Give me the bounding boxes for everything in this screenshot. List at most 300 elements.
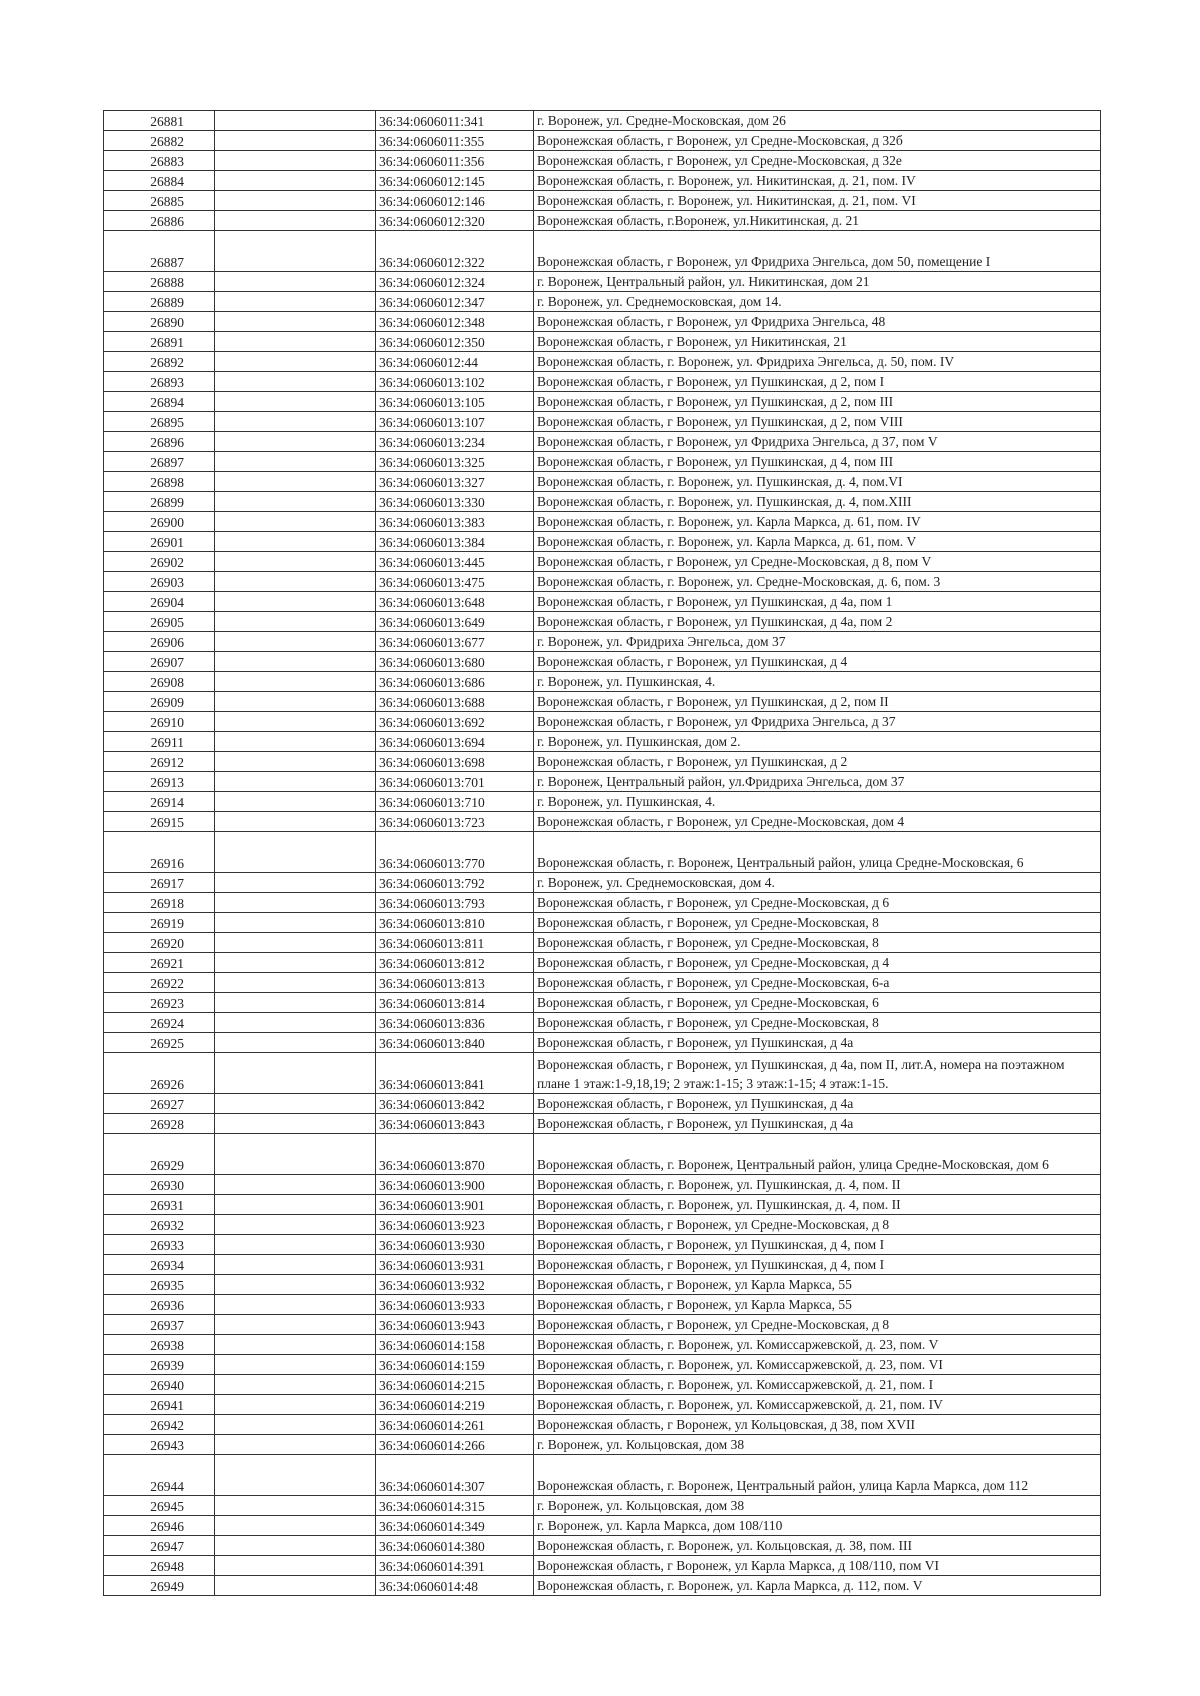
address-cell: Воронежская область, г Воронеж, ул Карла Маркса, д 108/110, пом VI xyxy=(534,1556,1101,1576)
cadastral-number-cell: 36:34:0606013:475 xyxy=(376,572,534,592)
empty-cell xyxy=(215,111,376,131)
table-row xyxy=(104,832,1101,873)
table-row xyxy=(104,973,1101,993)
row-number-cell: 26908 xyxy=(104,672,215,692)
empty-cell xyxy=(215,792,376,812)
table-row xyxy=(104,712,1101,732)
empty-cell xyxy=(215,151,376,171)
address-cell: Воронежская область, г Воронеж, ул Пушкинская, д 4а, пом II, лит.А, номера на поэтажном плане 1 этаж:1-9,18,19; 2 этаж:1-15; 3 этаж:1-15; 4 этаж:1-15. xyxy=(534,1053,1101,1094)
row-number-cell: 26943 xyxy=(104,1435,215,1455)
address-cell: Воронежская область, г Воронеж, ул Средне-Московская, д 8 xyxy=(534,1215,1101,1235)
cadastral-number-cell: 36:34:0606013:694 xyxy=(376,732,534,752)
table-row xyxy=(104,1516,1101,1536)
empty-cell xyxy=(215,332,376,352)
address-cell: г. Воронеж, ул. Фридриха Энгельса, дом 37 xyxy=(534,632,1101,652)
cadastral-number-cell: 36:34:0606012:146 xyxy=(376,191,534,211)
empty-cell xyxy=(215,692,376,712)
row-number-cell: 26933 xyxy=(104,1235,215,1255)
table-row xyxy=(104,432,1101,452)
address-cell: Воронежская область, г Воронеж, ул Пушкинская, д 4 xyxy=(534,652,1101,672)
row-number-cell: 26949 xyxy=(104,1576,215,1596)
cadastral-number-cell: 36:34:0606013:648 xyxy=(376,592,534,612)
address-cell: Воронежская область, г. Воронеж, ул. Пушкинская, д. 4, пом. II xyxy=(534,1195,1101,1215)
row-number-cell: 26909 xyxy=(104,692,215,712)
address-cell: Воронежская область, г Воронеж, ул Пушкинская, д 4, пом I xyxy=(534,1255,1101,1275)
row-number-cell: 26903 xyxy=(104,572,215,592)
table-row xyxy=(104,532,1101,552)
table-row xyxy=(104,772,1101,792)
table-row xyxy=(104,392,1101,412)
cadastral-number-cell: 36:34:0606013:102 xyxy=(376,372,534,392)
table-row xyxy=(104,512,1101,532)
cadastral-number-cell: 36:34:0606011:355 xyxy=(376,131,534,151)
empty-cell xyxy=(215,1576,376,1596)
cadastral-number-cell: 36:34:0606013:649 xyxy=(376,612,534,632)
cadastral-number-cell: 36:34:0606012:145 xyxy=(376,171,534,191)
address-cell: Воронежская область, г. Воронеж, Центральный район, улица Средне-Московская, дом 6 xyxy=(534,1134,1101,1175)
address-cell: г. Воронеж, ул. Среднемосковская, дом 14. xyxy=(534,292,1101,312)
address-cell: Воронежская область, г Воронеж, ул Средне-Московская, д 32б xyxy=(534,131,1101,151)
row-number-cell: 26891 xyxy=(104,332,215,352)
cadastral-number-cell: 36:34:0606012:348 xyxy=(376,312,534,332)
cadastral-number-cell: 36:34:0606013:792 xyxy=(376,873,534,893)
empty-cell xyxy=(215,392,376,412)
row-number-cell: 26887 xyxy=(104,231,215,272)
address-cell: Воронежская область, г Воронеж, ул Средне-Московская, 8 xyxy=(534,933,1101,953)
address-cell: Воронежская область, г Воронеж, ул Фридриха Энгельса, д 37 xyxy=(534,712,1101,732)
cadastral-number-cell: 36:34:0606013:677 xyxy=(376,632,534,652)
row-number-cell: 26900 xyxy=(104,512,215,532)
row-number-cell: 26915 xyxy=(104,812,215,832)
table-row xyxy=(104,1415,1101,1435)
empty-cell xyxy=(215,1195,376,1215)
empty-cell xyxy=(215,652,376,672)
row-number-cell: 26936 xyxy=(104,1295,215,1315)
row-number-cell: 26890 xyxy=(104,312,215,332)
row-number-cell: 26935 xyxy=(104,1275,215,1295)
cadastral-number-cell: 36:34:0606014:219 xyxy=(376,1395,534,1415)
address-cell: Воронежская область, г Воронеж, ул Карла Маркса, 55 xyxy=(534,1275,1101,1295)
cadastral-number-cell: 36:34:0606013:692 xyxy=(376,712,534,732)
cadastral-number-cell: 36:34:0606013:932 xyxy=(376,1275,534,1295)
cadastral-number-cell: 36:34:0606012:322 xyxy=(376,231,534,272)
address-cell: Воронежская область, г Воронеж, ул Пушкинская, д 4а xyxy=(534,1114,1101,1134)
table-row xyxy=(104,953,1101,973)
table-row xyxy=(104,1053,1101,1094)
table-row xyxy=(104,752,1101,772)
address-cell: Воронежская область, г Воронеж, ул Средне-Московская, д 6 xyxy=(534,893,1101,913)
address-cell: Воронежская область, г. Воронеж, ул. Фридриха Энгельса, д. 50, пом. IV xyxy=(534,352,1101,372)
cadastral-number-cell: 36:34:0606014:158 xyxy=(376,1335,534,1355)
cadastral-number-cell: 36:34:0606014:159 xyxy=(376,1355,534,1375)
row-number-cell: 26928 xyxy=(104,1114,215,1134)
address-cell: Воронежская область, г Воронеж, ул Средне-Московская, д 32е xyxy=(534,151,1101,171)
row-number-cell: 26944 xyxy=(104,1455,215,1496)
row-number-cell: 26892 xyxy=(104,352,215,372)
address-cell: Воронежская область, г. Воронеж, ул. Никитинская, д. 21, пом. IV xyxy=(534,171,1101,191)
row-number-cell: 26941 xyxy=(104,1395,215,1415)
address-cell: Воронежская область, г Воронеж, ул Пушкинская, д 4, пом III xyxy=(534,452,1101,472)
row-number-cell: 26916 xyxy=(104,832,215,873)
cadastral-number-cell: 36:34:0606013:900 xyxy=(376,1175,534,1195)
table-row xyxy=(104,873,1101,893)
address-cell: Воронежская область, г Воронеж, ул Средне-Московская, дом 4 xyxy=(534,812,1101,832)
address-cell: Воронежская область, г Воронеж, ул Средне-Московская, 6 xyxy=(534,993,1101,1013)
address-cell: Воронежская область, г Воронеж, ул Пушкинская, д 2, пом III xyxy=(534,392,1101,412)
empty-cell xyxy=(215,1516,376,1536)
row-number-cell: 26947 xyxy=(104,1536,215,1556)
row-number-cell: 26889 xyxy=(104,292,215,312)
table-row xyxy=(104,1536,1101,1556)
row-number-cell: 26918 xyxy=(104,893,215,913)
address-cell: Воронежская область, г Воронеж, ул Средне-Московская, 8 xyxy=(534,913,1101,933)
table-row xyxy=(104,692,1101,712)
address-cell: г. Воронеж, ул. Пушкинская, 4. xyxy=(534,672,1101,692)
empty-cell xyxy=(215,1235,376,1255)
address-cell: Воронежская область, г Воронеж, ул Никитинская, 21 xyxy=(534,332,1101,352)
row-number-cell: 26894 xyxy=(104,392,215,412)
cadastral-number-cell: 36:34:0606013:930 xyxy=(376,1235,534,1255)
row-number-cell: 26924 xyxy=(104,1013,215,1033)
cadastral-number-cell: 36:34:0606011:356 xyxy=(376,151,534,171)
table-row xyxy=(104,572,1101,592)
row-number-cell: 26895 xyxy=(104,412,215,432)
empty-cell xyxy=(215,832,376,873)
empty-cell xyxy=(215,131,376,151)
empty-cell xyxy=(215,272,376,292)
table-row xyxy=(104,592,1101,612)
cadastral-number-cell: 36:34:0606013:325 xyxy=(376,452,534,472)
row-number-cell: 26897 xyxy=(104,452,215,472)
address-cell: г. Воронеж, ул. Пушкинская, 4. xyxy=(534,792,1101,812)
empty-cell xyxy=(215,532,376,552)
cadastral-number-cell: 36:34:0606013:680 xyxy=(376,652,534,672)
cadastral-number-cell: 36:34:0606013:686 xyxy=(376,672,534,692)
table-row xyxy=(104,1455,1101,1496)
table-row xyxy=(104,292,1101,312)
row-number-cell: 26906 xyxy=(104,632,215,652)
empty-cell xyxy=(215,372,376,392)
table-row xyxy=(104,352,1101,372)
address-cell: Воронежская область, г Воронеж, ул Средне-Московская, д 8 xyxy=(534,1315,1101,1335)
row-number-cell: 26934 xyxy=(104,1255,215,1275)
table-row xyxy=(104,111,1101,131)
table-row xyxy=(104,933,1101,953)
cadastral-number-cell: 36:34:0606012:350 xyxy=(376,332,534,352)
empty-cell xyxy=(215,1496,376,1516)
empty-cell xyxy=(215,1255,376,1275)
cadastral-number-cell: 36:34:0606013:813 xyxy=(376,973,534,993)
address-cell: Воронежская область, г. Воронеж, ул. Карла Маркса, д. 61, пом. V xyxy=(534,532,1101,552)
address-cell: Воронежская область, г Воронеж, ул Пушкинская, д 2, пом II xyxy=(534,692,1101,712)
cadastral-number-cell: 36:34:0606012:324 xyxy=(376,272,534,292)
address-cell: Воронежская область, г. Воронеж, ул. Комиссаржевской, д. 21, пом. IV xyxy=(534,1395,1101,1415)
cadastral-number-cell: 36:34:0606012:347 xyxy=(376,292,534,312)
table-row xyxy=(104,812,1101,832)
row-number-cell: 26913 xyxy=(104,772,215,792)
empty-cell xyxy=(215,191,376,211)
table-row xyxy=(104,672,1101,692)
table-row xyxy=(104,1033,1101,1053)
cadastral-number-cell: 36:34:0606013:933 xyxy=(376,1295,534,1315)
cadastral-number-cell: 36:34:0606013:842 xyxy=(376,1094,534,1114)
empty-cell xyxy=(215,1215,376,1235)
table-row xyxy=(104,372,1101,392)
row-number-cell: 26898 xyxy=(104,472,215,492)
row-number-cell: 26946 xyxy=(104,1516,215,1536)
cadastral-number-cell: 36:34:0606013:810 xyxy=(376,913,534,933)
address-cell: Воронежская область, г Воронеж, ул Фридриха Энгельса, д 37, пом V xyxy=(534,432,1101,452)
row-number-cell: 26923 xyxy=(104,993,215,1013)
table-row xyxy=(104,612,1101,632)
row-number-cell: 26901 xyxy=(104,532,215,552)
row-number-cell: 26886 xyxy=(104,211,215,231)
cadastral-number-cell: 36:34:0606012:320 xyxy=(376,211,534,231)
table-row xyxy=(104,1355,1101,1375)
address-cell: г. Воронеж, ул. Кольцовская, дом 38 xyxy=(534,1435,1101,1455)
row-number-cell: 26937 xyxy=(104,1315,215,1335)
table-row xyxy=(104,1375,1101,1395)
row-number-cell: 26942 xyxy=(104,1415,215,1435)
cadastral-number-cell: 36:34:0606013:698 xyxy=(376,752,534,772)
empty-cell xyxy=(215,1375,376,1395)
cadastral-number-cell: 36:34:0606013:843 xyxy=(376,1114,534,1134)
cadastral-number-cell: 36:34:0606011:341 xyxy=(376,111,534,131)
cadastral-number-cell: 36:34:0606014:315 xyxy=(376,1496,534,1516)
empty-cell xyxy=(215,913,376,933)
table-row xyxy=(104,1496,1101,1516)
empty-cell xyxy=(215,432,376,452)
cadastral-number-cell: 36:34:0606013:234 xyxy=(376,432,534,452)
address-cell: Воронежская область, г. Воронеж, Центральный район, улица Карла Маркса, дом 112 xyxy=(534,1455,1101,1496)
empty-cell xyxy=(215,1175,376,1195)
table-row xyxy=(104,993,1101,1013)
table-row xyxy=(104,1013,1101,1033)
row-number-cell: 26902 xyxy=(104,552,215,572)
row-number-cell: 26896 xyxy=(104,432,215,452)
cadastral-number-cell: 36:34:0606013:840 xyxy=(376,1033,534,1053)
address-cell: Воронежская область, г Воронеж, ул Средне-Московская, 8 xyxy=(534,1013,1101,1033)
empty-cell xyxy=(215,572,376,592)
empty-cell xyxy=(215,1395,376,1415)
row-number-cell: 26917 xyxy=(104,873,215,893)
cadastral-number-cell: 36:34:0606013:327 xyxy=(376,472,534,492)
address-cell: Воронежская область, г. Воронеж, ул. Комиссаржевской, д. 21, пом. I xyxy=(534,1375,1101,1395)
table-row xyxy=(104,171,1101,191)
address-cell: Воронежская область, г. Воронеж, ул. Никитинская, д. 21, пом. VI xyxy=(534,191,1101,211)
table-row xyxy=(104,472,1101,492)
row-number-cell: 26929 xyxy=(104,1134,215,1175)
empty-cell xyxy=(215,412,376,432)
row-number-cell: 26884 xyxy=(104,171,215,191)
empty-cell xyxy=(215,1094,376,1114)
address-cell: Воронежская область, г Воронеж, ул Пушкинская, д 2, пом I xyxy=(534,372,1101,392)
address-cell: Воронежская область, г. Воронеж, ул. Комиссаржевской, д. 23, пом. VI xyxy=(534,1355,1101,1375)
empty-cell xyxy=(215,953,376,973)
empty-cell xyxy=(215,993,376,1013)
table-row xyxy=(104,1556,1101,1576)
cadastral-number-cell: 36:34:0606013:723 xyxy=(376,812,534,832)
cadastral-number-cell: 36:34:0606013:841 xyxy=(376,1053,534,1094)
row-number-cell: 26930 xyxy=(104,1175,215,1195)
empty-cell xyxy=(215,672,376,692)
address-cell: Воронежская область, г. Воронеж, ул. Пушкинская, д. 4, пом. II xyxy=(534,1175,1101,1195)
row-number-cell: 26920 xyxy=(104,933,215,953)
empty-cell xyxy=(215,1335,376,1355)
empty-cell xyxy=(215,552,376,572)
empty-cell xyxy=(215,292,376,312)
table-row xyxy=(104,1094,1101,1114)
cadastral-number-cell: 36:34:0606013:330 xyxy=(376,492,534,512)
address-cell: Воронежская область, г. Воронеж, ул. Комиссаржевской, д. 23, пом. V xyxy=(534,1335,1101,1355)
empty-cell xyxy=(215,492,376,512)
address-cell: Воронежская область, г Воронеж, ул Пушкинская, д 2, пом VIII xyxy=(534,412,1101,432)
empty-cell xyxy=(215,1275,376,1295)
row-number-cell: 26938 xyxy=(104,1335,215,1355)
cadastral-number-cell: 36:34:0606014:48 xyxy=(376,1576,534,1596)
table-row xyxy=(104,1295,1101,1315)
cadastral-number-cell: 36:34:0606013:107 xyxy=(376,412,534,432)
table-row xyxy=(104,1576,1101,1596)
empty-cell xyxy=(215,712,376,732)
empty-cell xyxy=(215,211,376,231)
table-row xyxy=(104,452,1101,472)
address-cell: Воронежская область, г.Воронеж, ул.Никитинская, д. 21 xyxy=(534,211,1101,231)
empty-cell xyxy=(215,352,376,372)
row-number-cell: 26912 xyxy=(104,752,215,772)
empty-cell xyxy=(215,1556,376,1576)
cadastral-number-cell: 36:34:0606013:770 xyxy=(376,832,534,873)
row-number-cell: 26882 xyxy=(104,131,215,151)
address-cell: Воронежская область, г Воронеж, ул Пушкинская, д 4, пом I xyxy=(534,1235,1101,1255)
address-cell: г. Воронеж, Центральный район, ул. Никитинская, дом 21 xyxy=(534,272,1101,292)
table-row xyxy=(104,893,1101,913)
row-number-cell: 26925 xyxy=(104,1033,215,1053)
empty-cell xyxy=(215,512,376,532)
empty-cell xyxy=(215,171,376,191)
cadastral-number-cell: 36:34:0606013:814 xyxy=(376,993,534,1013)
table-row xyxy=(104,412,1101,432)
row-number-cell: 26905 xyxy=(104,612,215,632)
address-cell: Воронежская область, г. Воронеж, ул. Пушкинская, д. 4, пом.XIII xyxy=(534,492,1101,512)
empty-cell xyxy=(215,612,376,632)
table-row xyxy=(104,191,1101,211)
row-number-cell: 26919 xyxy=(104,913,215,933)
table-row xyxy=(104,652,1101,672)
address-cell: Воронежская область, г Воронеж, ул Средне-Московская, д 4 xyxy=(534,953,1101,973)
table-row xyxy=(104,913,1101,933)
table-row xyxy=(104,151,1101,171)
address-cell: Воронежская область, г Воронеж, ул Средне-Московская, 6-а xyxy=(534,973,1101,993)
row-number-cell: 26899 xyxy=(104,492,215,512)
table-row xyxy=(104,1215,1101,1235)
empty-cell xyxy=(215,452,376,472)
empty-cell xyxy=(215,933,376,953)
row-number-cell: 26914 xyxy=(104,792,215,812)
row-number-cell: 26881 xyxy=(104,111,215,131)
row-number-cell: 26904 xyxy=(104,592,215,612)
address-cell: Воронежская область, г Воронеж, ул Пушкинская, д 4а, пом 1 xyxy=(534,592,1101,612)
table-row xyxy=(104,1235,1101,1255)
row-number-cell: 26945 xyxy=(104,1496,215,1516)
empty-cell xyxy=(215,1295,376,1315)
cadastral-number-cell: 36:34:0606013:931 xyxy=(376,1255,534,1275)
registry-table-body xyxy=(104,111,1101,1596)
cadastral-number-cell: 36:34:0606013:384 xyxy=(376,532,534,552)
row-number-cell: 26907 xyxy=(104,652,215,672)
cadastral-number-cell: 36:34:0606012:44 xyxy=(376,352,534,372)
cadastral-number-cell: 36:34:0606013:812 xyxy=(376,953,534,973)
table-row xyxy=(104,1114,1101,1134)
row-number-cell: 26922 xyxy=(104,973,215,993)
cadastral-number-cell: 36:34:0606013:383 xyxy=(376,512,534,532)
empty-cell xyxy=(215,873,376,893)
empty-cell xyxy=(215,312,376,332)
cadastral-number-cell: 36:34:0606013:943 xyxy=(376,1315,534,1335)
table-row xyxy=(104,632,1101,652)
table-row xyxy=(104,312,1101,332)
empty-cell xyxy=(215,231,376,272)
row-number-cell: 26948 xyxy=(104,1556,215,1576)
row-number-cell: 26927 xyxy=(104,1094,215,1114)
empty-cell xyxy=(215,472,376,492)
address-cell: Воронежская область, г Воронеж, ул Карла Маркса, 55 xyxy=(534,1295,1101,1315)
address-cell: г. Воронеж, ул. Кольцовская, дом 38 xyxy=(534,1496,1101,1516)
row-number-cell: 26893 xyxy=(104,372,215,392)
empty-cell xyxy=(215,1455,376,1496)
cadastral-number-cell: 36:34:0606013:870 xyxy=(376,1134,534,1175)
empty-cell xyxy=(215,1114,376,1134)
empty-cell xyxy=(215,752,376,772)
row-number-cell: 26931 xyxy=(104,1195,215,1215)
address-cell: Воронежская область, г Воронеж, ул Пушкинская, д 4а xyxy=(534,1033,1101,1053)
cadastral-number-cell: 36:34:0606014:261 xyxy=(376,1415,534,1435)
row-number-cell: 26932 xyxy=(104,1215,215,1235)
cadastral-number-cell: 36:34:0606013:710 xyxy=(376,792,534,812)
address-cell: Воронежская область, г Воронеж, ул Пушкинская, д 4а, пом 2 xyxy=(534,612,1101,632)
row-number-cell: 26888 xyxy=(104,272,215,292)
table-row xyxy=(104,1395,1101,1415)
cadastral-number-cell: 36:34:0606013:105 xyxy=(376,392,534,412)
table-row xyxy=(104,732,1101,752)
empty-cell xyxy=(215,1013,376,1033)
cadastral-number-cell: 36:34:0606013:836 xyxy=(376,1013,534,1033)
row-number-cell: 26921 xyxy=(104,953,215,973)
empty-cell xyxy=(215,1536,376,1556)
row-number-cell: 26926 xyxy=(104,1053,215,1094)
table-row xyxy=(104,332,1101,352)
row-number-cell: 26883 xyxy=(104,151,215,171)
address-cell: Воронежская область, г. Воронеж, Центральный район, улица Средне-Московская, 6 xyxy=(534,832,1101,873)
table-row xyxy=(104,1435,1101,1455)
empty-cell xyxy=(215,772,376,792)
cadastral-number-cell: 36:34:0606013:923 xyxy=(376,1215,534,1235)
address-cell: г. Воронеж, ул. Карла Маркса, дом 108/110 xyxy=(534,1516,1101,1536)
cadastral-number-cell: 36:34:0606013:901 xyxy=(376,1195,534,1215)
address-cell: Воронежская область, г. Воронеж, ул. Кольцовская, д. 38, пом. III xyxy=(534,1536,1101,1556)
table-row xyxy=(104,211,1101,231)
address-cell: Воронежская область, г. Воронеж, ул. Карла Маркса, д. 61, пом. IV xyxy=(534,512,1101,532)
row-number-cell: 26911 xyxy=(104,732,215,752)
empty-cell xyxy=(215,973,376,993)
cadastral-number-cell: 36:34:0606014:266 xyxy=(376,1435,534,1455)
cadastral-number-cell: 36:34:0606013:793 xyxy=(376,893,534,913)
cadastral-number-cell: 36:34:0606014:380 xyxy=(376,1536,534,1556)
address-cell: Воронежская область, г Воронеж, ул Кольцовская, д 38, пом XVII xyxy=(534,1415,1101,1435)
address-cell: Воронежская область, г. Воронеж, ул. Пушкинская, д. 4, пом.VI xyxy=(534,472,1101,492)
table-row xyxy=(104,1255,1101,1275)
address-cell: г. Воронеж, ул. Средне-Московская, дом 26 xyxy=(534,111,1101,131)
